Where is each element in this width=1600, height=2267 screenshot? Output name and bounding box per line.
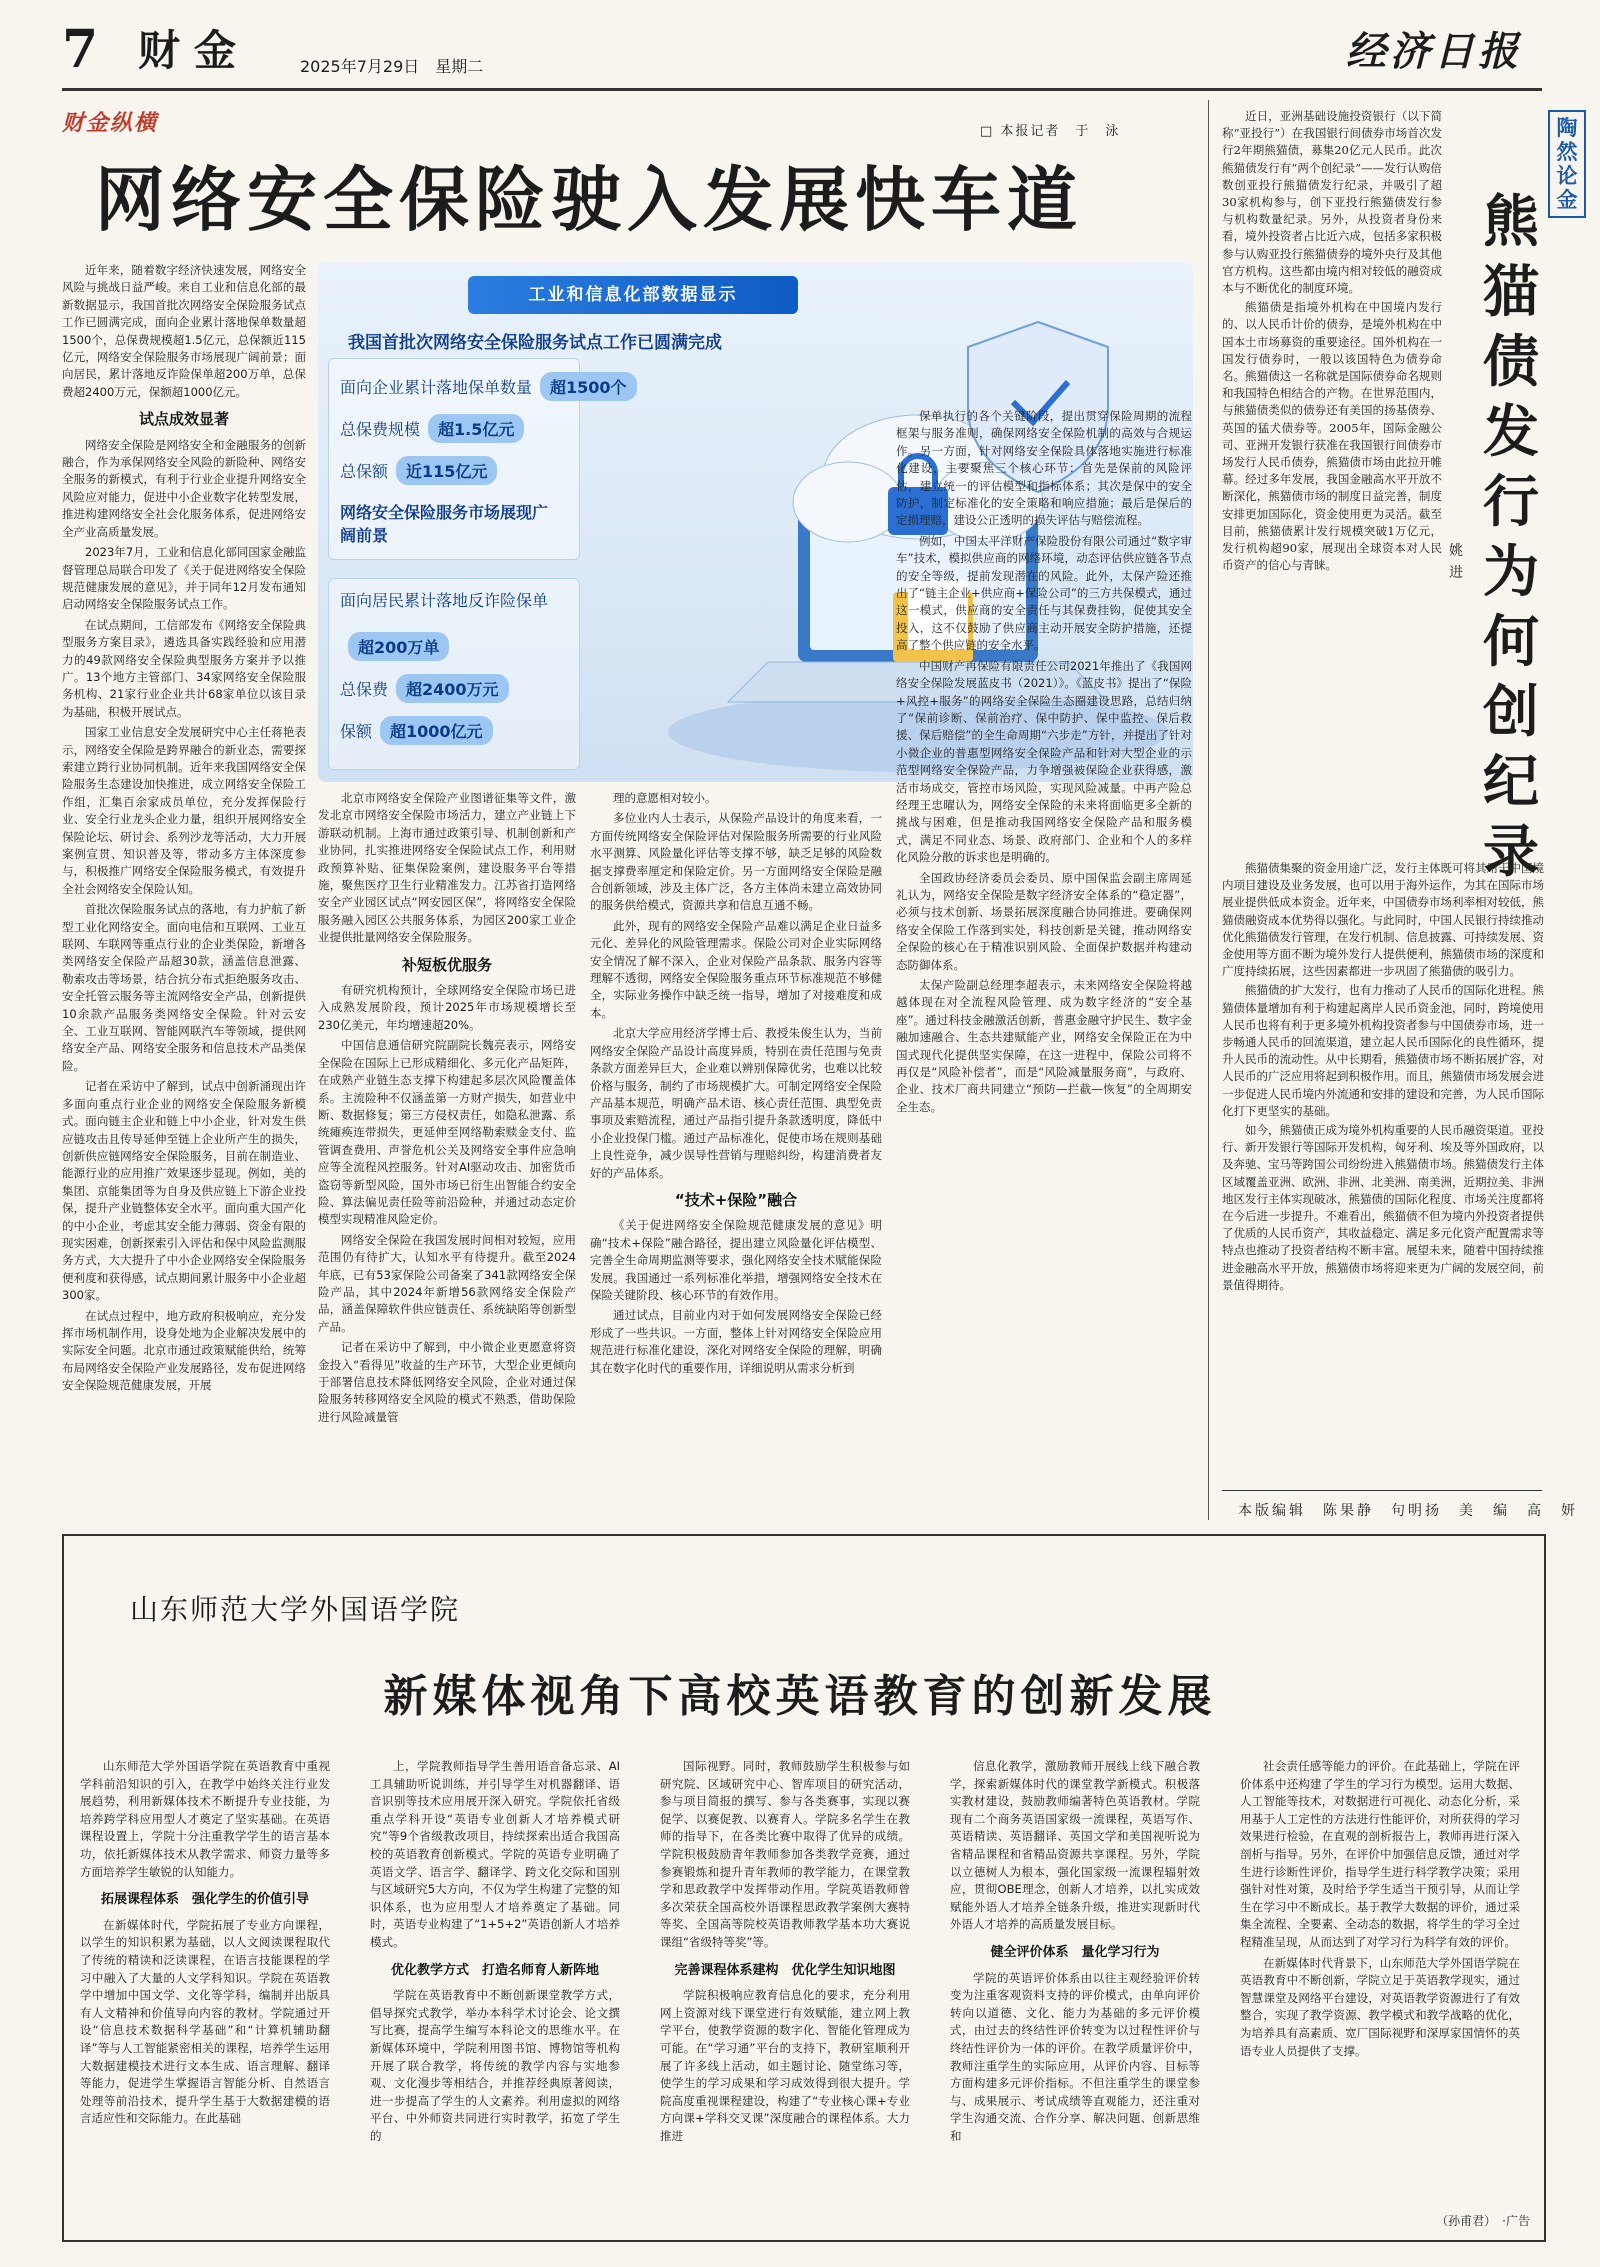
- header-rule: [62, 88, 1542, 91]
- ad-paragraph: 学院积极响应教育信息化的要求，充分利用网上资源对线下课堂进行有效赋能，建立网上教学平台，使教学资源的数字化、智能化管理成为可能。在“学习通”平台的支持下，教研室顺利开展了许多线上活动，如主题讨论、随堂练习等，使学生的学习成果和学习成效得到很大提升。学院高度重视课程建设，构建了“专业核心课+专业方向课+学科交叉课”深度融合的课程体系。大力推进: [660, 1988, 910, 2143]
- ad-signature: （孙甫君） ·广告: [1436, 2214, 1530, 2228]
- article-paragraph: 多位业内人士表示，从保险产品设计的角度来看，一方面传统网络安全保险评估对保险服务所需要的行业风险水平测算、风险量化评估等支撑不够，缺乏足够的风险数据支撑费率厘定和保险定价。另一方面网络安全保险是融合创新领域，涉及主体广泛，各方主体尚未建立高效协同的服务供给模式，资源共享和信息互通不畅。: [590, 811, 882, 913]
- article-paragraph: 此外，现有的网络安全保险产品难以满足企业日益多元化、差异化的风险管理需求。保险公司对企业实际网络安全情况了解不深入，企业对保险产品条款、服务内容等理解不透彻，网络安全保险服务重点环节标准规范不够健全，实际业务操作中缺乏统一指导，增加了对接难度和成本。: [590, 918, 882, 1020]
- section-name: 财金: [138, 26, 251, 75]
- article-paragraph: 通过试点，目前业内对于如何发展网络安全保险已经形成了一些共识。一方面，整体上针对网络安全保险应用规范进行标准化建设，深化对网络安全保险的理解，明确其在数字化时代的重要作用，详细说明从需求分析到: [590, 1308, 882, 1375]
- ad-paragraph: 在新媒体时代背景下，山东师范大学外国语学院在英语教育中不断创新，学院立足于英语教学现实，通过智慧课堂及网络平台建设，对英语教学资源进行了有效整合，实现了教学资源、教学模式和教学战略的优化，为培养具有高素质、宽厂国际视野和深厚家国情怀的英语专业人员提供了支撑。: [1240, 1955, 1520, 2058]
- ad-paragraph: 信息化教学，激励教师开展线上线下融合教学，探索新媒体时代的课堂教学新模式。积极落实教材建设，鼓励教师编著特色英语教材。学院现有二个商务英语国家级一流课程，英语写作、英语精读、英语翻译、英国文学和美国视听说为省精品课程和省精品资源共享课程。另外，学院以立德树人为根本，强化国家级一流课程辐射效应，贯彻OBE理念，创新人才培养，以扎实成效赋能外语人才培养全链条升级，推进实现新时代外语人才培养的高质量发展目标。: [950, 1759, 1200, 1932]
- article-paragraph: 太保产险副总经理李超表示，未来网络安全保险将越越体现在对全流程风险管理、成为数字经济的“安全基座”。通过科技金融激活创新，普惠金融守护民生、数字金融加速融合、生态共建赋能产业，网络安全保险正在为中国式现代化提供坚实保障，在这一进程中，保险公司将不再仅是“风险补偿者”，而是“风险减量服务商”，与政府、企业、技术厂商共同建立“预防—拦截—恢复”的全周期安全生态。: [896, 978, 1192, 1114]
- article-subheading: “技术+保险”融合: [674, 1190, 798, 1209]
- commentary-paragraph: 熊猫债的扩大发行，也有力推动了人民币的国际化进程。熊猫债体量增加有利于构建起离岸人民币资金池，同时，跨境使用人民币也将有利于更多境外机构投资者参与中国债券市场，进一步畅通人民币的回流渠道，建立起人民币国际化的良性循环，提升人民币的流动性。从中长期看，熊猫债市场不断拓展扩容，对人民币的广泛应用将起到积极作用。而且，熊猫债市场发展会进一步促进人民币境内外流通和安排的建设和完善，为人民币国际化打下更坚实的基础。: [1222, 983, 1544, 1118]
- article-column-1: [62, 262, 306, 1398]
- commentary-column-bottom: [1222, 860, 1544, 1296]
- article-paragraph: 记者在采访中了解到，中小微企业更愿意将资金投入“看得见”收益的生产环节，大型企业更倾向于部署信息技术降低网络安全风险，企业对通过保险服务转移网络安全风险的模式不熟悉，借助保险进行风险减量管: [318, 1340, 576, 1424]
- ad-school-name: 山东师范大学外国语学院: [130, 1593, 461, 1626]
- commentary-tag: 陶然论金: [1548, 110, 1586, 218]
- ad-column-5: [1240, 1758, 1520, 2063]
- ad-subheading: 完善课程体系建构 优化学生知识地图: [674, 1962, 896, 1978]
- article-paragraph: 北京大学应用经济学博士后、教授朱俊生认为，当前网络安全保险产品设计高度异质，特别在责任范围与免责条款方面差异巨大，企业难以辨别保障优劣，也难以比较价格与服务，制约了市场规模扩大。可制定网络安全保险产品基本规范，明确产品术语、核心责任范围、典型免责事项及索赔流程，通过产品指引提升条款透明度，降低中小企业投保门槛。通过产品标准化，促使市场在规则基础上良性竞争，减少误导性营销与理赔纠纷，构建消费者友好的产品体系。: [590, 1026, 882, 1180]
- article-paragraph: 有研究机构预计，全球网络安全保险市场已进入成熟发展阶段，预计2025年市场规模增长至230亿美元，年均增速超20%。: [318, 983, 576, 1032]
- article-column-4: [896, 408, 1192, 1119]
- ad-paragraph: 学院的英语评价体系由以往主观经验评价转变为注重客观资料支持的评价模式，由单向评价转向以道德、文化、能力为基础的多元评价模式，由过去的终结性评价转变为以过程性评价与终结性评价为一体的评价。在教学质量评价中，教师注重学生的实际应用，从评价内容、目标等方面构建多元评价指标。不但注重学生的课堂参与、成果展示、考试成绩等直观能力，还注重对学生沟通交流、合作分享、解决问题、创新思维和: [950, 1970, 1200, 2143]
- page-number: 7: [62, 19, 99, 80]
- ad-column-3: [660, 1758, 910, 2148]
- ad-subheading: 优化教学方式 打造名师育人新阵地: [390, 1962, 599, 1978]
- commentary-paragraph: 近日，亚洲基础设施投资银行（以下简称“亚投行”）在我国银行间债券市场首次发行2年期熊猫债，募集20亿元人民币。此次熊猫债发行有“两个创纪录”——发行认购倍数创亚投行熊猫债发行纪录，并吸引了超30家机构参与，创下亚投行熊猫债发行参与机构数量纪录。另外，从投资者身份来看，境外投资者占比近六成，包括多家积极参与认购亚投行熊猫债券的境外央行及其他官方机构。这些都由境内相对较低的融资成本与不断优化的制度环境。: [1222, 109, 1442, 296]
- commentary-title: 熊猫债发行为何创纪录: [1483, 190, 1539, 885]
- commentary-column-top: [1222, 108, 1442, 576]
- stat-enterprise-policies: 面向企业累计落地保单数量 超1500个: [340, 372, 637, 401]
- byline: □ 本报记者 于 泳: [980, 124, 1121, 139]
- article-paragraph: 在试点期间，工信部发布《网络安全保险典型服务方案目录》，遴选具备实践经验和应用潜力的49款网络安全保险典型服务方案并予以推广。13个地方主管部门、34家网络安全保险服务机构、21家行业企业共计68家单位以该目录为基础，积极开展试点。: [62, 617, 306, 719]
- newspaper-masthead: 经济日报: [1346, 28, 1522, 75]
- article-headline: 网络安全保险驶入发展快车道: [95, 159, 1083, 241]
- resident-heading: 面向居民累计落地反诈险保单: [340, 591, 549, 610]
- ad-column-2: [370, 1758, 620, 2148]
- article-column-2: [318, 790, 576, 1429]
- article-subheading: 补短板优服务: [401, 955, 492, 974]
- article-paragraph: 网络安全保险是网络安全和金融服务的创新融合，作为承保网络安全风险的新险种、网络安全服务的新模式，有利于行业企业提升网络安全风险应对能力，促进中小企业数字化转型发展，推进构建网络安全社会化服务体系，促进网络安全产业高质量发展。: [62, 437, 306, 539]
- ad-paragraph: 国际视野。同时，教师鼓励学生积极参与如研究院、区域研究中心、智库项目的研究活动，参与项目简报的撰写、参与各类赛事，实现以赛促学、以赛促教、以赛育人。学院多名学生在教师的指导下，在各类比赛中取得了优异的成绩。学院积极鼓励青年教师参加各类教学竞赛，通过参赛锻炼和提升青年教师的教学能力，在课堂教学和思政教学中发挥带动作用。学院英语教师曾多次荣获全国高校外语课程思政教学案例大赛特等奖、全国高等院校英语教师教学基本功大赛说课组“省级特等奖”等。: [660, 1759, 910, 1949]
- article-paragraph: 中国财产再保险有限责任公司2021年推出了《我国网络安全保险发展蓝皮书（2021）》。《蓝皮书》提出了“保险+风控+服务”的网络安全保险生态圈建设思路，总结归纳了“保前诊断、保前治疗、保中防护、保中监控、保后救援、保后赔偿”的全生命周期“六步走”方针，并提出了针对小微企业的普惠型网络安全保险产品和针对大型企业的示范型网络安全保险产品，力争增强被保险企业获得感，激活市场成交，管控市场风险，实现风险减量。中再产险总经理王忠曜认为，网络安全保险的未来将面临更多全新的挑战与困难，但是推动我国网络安全保险产品和服务模式，满足不同业态、场景、政府部门、企业和个人的多样化风险分散的诉求也是明确的。: [896, 658, 1192, 865]
- infographic-subtitle: 我国首批次网络安全保险服务试点工作已圆满完成: [348, 333, 722, 353]
- ad-paragraph: 上，学院教师指导学生善用语音备忘录、AI工具辅助听说训练，并引导学生对机器翻译、语音识别等技术应用展开深入研究。学院依托省级重点学科开设“英语专业创新人才培养模式研究”等9个省级教改项目，持续探索出适合我国高校的英语教育创新模式。学院的英语专业明确了英语文学、语言学、翻译学、跨文化交际和国别与区域研究5大方向，不仅为学生构建了完整的知识体系，也为应用型人才培养奠定了基础。同时，英语专业构建了“1+5+2”英语创新人才培养模式。: [370, 1759, 620, 1949]
- stat-enterprise-coverage: 总保额 近115亿元: [340, 456, 497, 485]
- stat-resident-coverage: 保额 超1000亿元: [340, 716, 493, 745]
- article-paragraph: 中国信息通信研究院副院长魏亮表示，网络安全保险在国际上已形成精细化、多元化产品矩阵，在成熟产业链生态支撑下构建起多层次风险覆盖体系。主流险种不仅涵盖第一方财产损失，如营业中断、数据修复；第三方侵权责任，如隐私泄露、系统瘫痪连带损失，更延伸至网络勒索赎金支付、监管调查费用、声誉危机公关及网络安全事件应急响应等全流程风控服务。针对AI驱动攻击、加密货币盗窃等新型风险，国外市场已衍生出智能合约安全险、算法偏见责任险等前沿险种，并通过动态定价模型实现精准风险定价。: [318, 1038, 576, 1227]
- page-editors: 本版编辑 陈果静 句明扬 美 编 高 妍: [1238, 1503, 1578, 1519]
- article-paragraph: 首批次保险服务试点的落地，有力护航了新型工业化网络安全。面向电信和互联网、工业互联网、车联网等重点行业的企业类保险，新增各类网络安全保险产品超30款，涵盖信息泄露、勒索攻击等场景，结合抗分布式拒绝服务攻击、安全托管云服务等主流网络安全产品，创新提供10余款产品服务类网络安全保险。针对云安全、工业互联网、智能网联汽车等领域，提供网络安全产品、网络安全服务和信息技术产品类保险。: [62, 902, 306, 1073]
- commentary-paragraph: 熊猫债是指境外机构在中国境内发行的、以人民币计价的债券，是境外机构在中国本土市场募资的重要途径。国外机构在一国发行债券时，一般以该国特色为债券命名。熊猫债这一名称就是国际债券命名规则和我国特色相结合的产物。在世界范围内，与熊猫债类似的债券还有美国的扬基债券、英国的猛犬债券等。2005年，国际金融公司、亚洲开发银行获准在我国银行间债券市场发行人民币债券，熊猫债市场由此拉开帷幕。经过多年发展，我国金融高水平开放不断深化，熊猫债市场的制度日益完善，制度安排更加国际化，资金使用更为灵活。截至目前，熊猫债累计发行规模突破1万亿元，发行机构超90家，展现出全球资本对人民币资产的信心与青睐。: [1222, 300, 1442, 573]
- commentary-author: 姚 进: [1449, 543, 1477, 581]
- article-paragraph: 北京市网络安全保险产业图谱征集等文件，激发北京市网络安全保险市场活力，建立产业链上下游联动机制。上海市通过政策引导、机制创新和产业协同，扎实推进网络安全保险试点工作，利用财政预算补贴、征集保险案例，建设服务平台等措施，聚焦医疗卫生行业精准发力。江苏省打造网络安全产业园区试点“网安园区保”，将网络安全保险服务融入园区公共服务体系，为园区200家工业企业提供批量网络安全保险服务。: [318, 791, 576, 945]
- ad-title: 新媒体视角下高校英语教育的创新发展: [383, 1671, 1217, 1722]
- ad-subheading: 健全评价体系 量化学习行为: [990, 1944, 1160, 1960]
- article-paragraph: 国家工业信息安全发展研究中心主任蒋艳表示，网络安全保险是跨界融合的新业态，需要探索建立跨行业协同机制。近年来我国网络安全保险服务生态建设加快推进，成立网络安全保险工作组，汇集百余家成员单位，充分发挥保险行业、安全行业龙头企业力量，组织开展网络安全保险论坛、研讨会、系列沙龙等活动，大力开展案例宣贯、知识普及等，带动多方主体深度参与，积极推广网络安全保险服务模式，有效提升全社会网络安全保险认知。: [62, 725, 306, 896]
- article-paragraph: 在试点过程中，地方政府积极响应，充分发挥市场机制作用，设身处地为企业解决发展中的实际安全问题。北京市通过政策赋能供给，统筹布局网络安全保险产业发展路径，发布促进网络安全保险规范健康发展，开展: [62, 1308, 306, 1393]
- article-paragraph: 网络安全保险在我国发展时间相对较短，应用范围仍有待扩大，认知水平有待提升。截至2024年底，已有53家保险公司备案了341款网络安全保险产品，其中2024年新增56款网络安全保险产品，涵盖保障软件供应链责任、系统缺陷等创新型产品。: [318, 1232, 576, 1334]
- article-paragraph: 2023年7月，工业和信息化部同国家金融监督管理总局联合印发了《关于促进网络安全保险规范健康发展的意见》，并于同年12月发布通知启动网络安全保险服务试点工作。: [62, 545, 306, 612]
- column-divider: [1208, 100, 1209, 1520]
- article-paragraph: 例如，中国太平洋财产保险股份有限公司通过“数字审车”技术，模拟供应商的网络环境，动态评估供应链各节点的安全等级，提前发现潜在的风险。此外，太保产险还推出了“链主企业+供应商+保险公司”的三方共保模式，通过这一模式，供应商的安全责任与其保费挂钩，促使其安全投入，这不仅鼓励了供应商主动开展安全防护措施，还提高了整个供应链的安全水平。: [896, 533, 1192, 653]
- stat-resident-policies: 超200万单: [340, 632, 449, 661]
- stat-resident-premium: 总保费 超2400万元: [340, 674, 509, 703]
- article-paragraph: 记者在采访中了解到，试点中创新涌现出许多面向重点行业企业的网络安全保险服务新模式。面向链主企业和链上中小企业，针对发生供应链攻击且传导延伸至链上企业所产生的损失，创新供应链网络安全保险服务，目前在制造业、能源行业的应用推广效果逐步显现。例如，美的集团、京能集团等为自身及供应链上下游企业投保，提升产业链整体安全水平。面向重大国产化的中小企业，考虑其安全能力薄弱、资金有限的现实困难，创新探索引入评估和保中风险监测服务方式，大大提升了中小企业网络安全保险服务便利度和获得感，试点期间累计服务中小企业超300家。: [62, 1079, 306, 1303]
- ad-paragraph: 学院在英语教育中不断创新课堂教学方式，倡导探究式教学，举办本科学术讨论会、论文撰写比赛，提高学生编写本科论文的思维水平。在新媒体环境中，学院利用图书馆、博物馆等机构开展了联合教学，将传统的教学内容与实地参观、文化漫步等相结合，并推荐经典原著阅读，进一步提高了学生的人文素养。利用虚拟的网络平台、中外师资共同进行实时教学，拓宽了学生的: [370, 1988, 620, 2143]
- article-paragraph: 保单执行的各个关键阶段，提出贯穿保险周期的流程框架与服务准则，确保网络安全保险机制的高效与合规运作。另一方面，针对网络安全保险具体落地实施进行标准化建设，主要聚焦三个核心环节：首先是保前的风险评估，建立统一的评估模型和指标体系；其次是保中的安全防护，制定标准化的安全策略和响应措施；最后是保后的定损理赔，建设公正透明的损失评估与赔偿流程。: [896, 409, 1192, 528]
- editors-rule: [1222, 1490, 1542, 1491]
- stat-enterprise-premium: 总保费规模 超1.5亿元: [340, 414, 524, 443]
- article-subheading: 试点成效显著: [138, 410, 229, 429]
- article-column-3: [590, 790, 882, 1380]
- issue-date: 2025年7月29日 星期二: [300, 57, 484, 76]
- ad-column-1: [80, 1758, 330, 2131]
- article-paragraph: 近年来，随着数字经济快速发展，网络安全风险与挑战日益严峻。来自工业和信息化部的最新数据显示，我国首批次网络安全保险服务试点工作已圆满完成，面向企业累计落地保单数量超1500个，总保费规模超1.5亿元，总保额近115亿元，网络安全保险服务市场展现广阔前景；面向居民，累计落地反诈险保单超200万单，总保费超2400万元，保额超1000亿元。: [62, 263, 306, 399]
- ad-column-4: [950, 1758, 1200, 2148]
- article-paragraph: 理的意愿相对较小。: [613, 791, 717, 805]
- ad-paragraph: 在新媒体时代，学院拓展了专业方向课程，以学生的知识积累为基础，以人文阅读课程取代了传统的精读和泛读课程，在语言技能课程的学习中融入了大量的人文学科知识。学院在英语教学中增加中国文学、文化等学科，编制并出版具有人文精神和价值导向内容的教材。学院通过开设“信息技术数据科学基础”和“计算机辅助翻译”等与人工智能紧密相关的课程，培养学生运用大数据建模技术进行文本生成、语言理解、翻译等能力，促进学生掌握语言智能分析、自然语言处理等前沿技术，提升学生基于大数据建模的语言适应性和交际能力。在此基础: [80, 1917, 330, 2126]
- commentary-paragraph: 如今，熊猫债正成为境外机构重要的人民币融资渠道。亚投行、新开发银行等国际开发机构，匈牙利、埃及等外国政府，以及奔驰、宝马等跨国公司纷纷进入熊猫债市场。熊猫债发行主体区域覆盖亚洲、欧洲、非洲、北美洲、南美洲，近期拉美、非洲地区发行主体实现破冰，熊猫债的国际化程度、市场关注度都将在今后进一步提升。不难看出，熊猫债不但为境内外投资者提供了优质的人民币资产，其收益稳定、满足多元化资产配置需求等特点也推动了投资者结构不断丰富。展望未来，随着中国持续推进金融高水平开放，熊猫债市场将迎来更为广阔的发展空间，前景值得期待。: [1222, 1123, 1544, 1292]
- commentary-paragraph: 熊猫债集聚的资金用途广泛，发行主体既可将其用于中国境内项目建设及业务发展，也可以用于海外运作，为其在国际市场展业提供低成本资金。近年来，中国债券市场利率相对较低，熊猫债融资成本优势得以强化。与此同时，中国人民银行持续推动优化熊猫债发行管理，在发行机制、信息披露、可持续发展、资金使用等方面不断为境外发行人提供便利，熊猫债市场的深度和广度持续拓展，这些因素都进一步巩固了熊猫债的吸引力。: [1222, 861, 1544, 979]
- enterprise-heading: 网络安全保险服务市场展现广阔前景: [340, 503, 549, 545]
- column-tag: 财金纵横: [62, 111, 159, 136]
- ad-subheading: 拓展课程体系 强化学生的价值引导: [100, 1892, 309, 1908]
- ad-paragraph: 社会责任感等能力的评价。在此基础上，学院在评价体系中还构建了学生的学习行为模型。运用大数据、人工智能等技术，对数据进行可视化、动态化分析，采用基于人工定性的方法进行性能评价，对所获得的学习效果进行检验，在直观的剖析报告上，教师再进行深入剖析与指导。另外，在评价中加强信息反馈，通过对学生进行诊断性评价，指导学生进行科学教学决策；采用强针对性对策，及时给予学生适当干预引导，从而让学生在学习中不断成长。基于教学大数据的评价，通过采集全流程、全要素、全动态的数据，将学生的学习全过程精准呈现，从而达到了对学习行为科学有效的评价。: [1240, 1759, 1520, 1949]
- article-paragraph: 《关于促进网络安全保险规范健康发展的意见》明确“技术+保险”融合路径，提出建立风险量化评估模型、完善全生命周期监测等要求，强化网络安全技术赋能保险发展。我国通过一系列标准化举措，增强网络安全技术在保险关键阶段、核心环节的有效作用。: [590, 1218, 882, 1302]
- article-paragraph: 全国政协经济委员会委员、原中国保监会副主席周延礼认为，网络安全保险是数字经济安全体系的“稳定器”，必须与技术创新、场景拓展深度融合协同推进。要确保网络安全保险工作落到实处，科技创新是关键，推动网络安全保险的核心在于精准识别风险、全面保护数据并构建动态防御体系。: [896, 870, 1192, 972]
- ad-paragraph: 山东师范大学外国语学院在英语教育中重视学科前沿知识的引入，在教学中始终关注行业发展趋势，利用新媒体技术不断提升专业技能，为培养跨学科应用型人才奠定了坚实基础。在英语课程设置上，学院十分注重教学学生的语言基本功，依托新媒体技术从教学需求、师资力量等多方面培养学生敏锐的认知能力。: [80, 1759, 330, 1879]
- infographic-title: 工业和信息化部数据显示: [468, 276, 798, 314]
